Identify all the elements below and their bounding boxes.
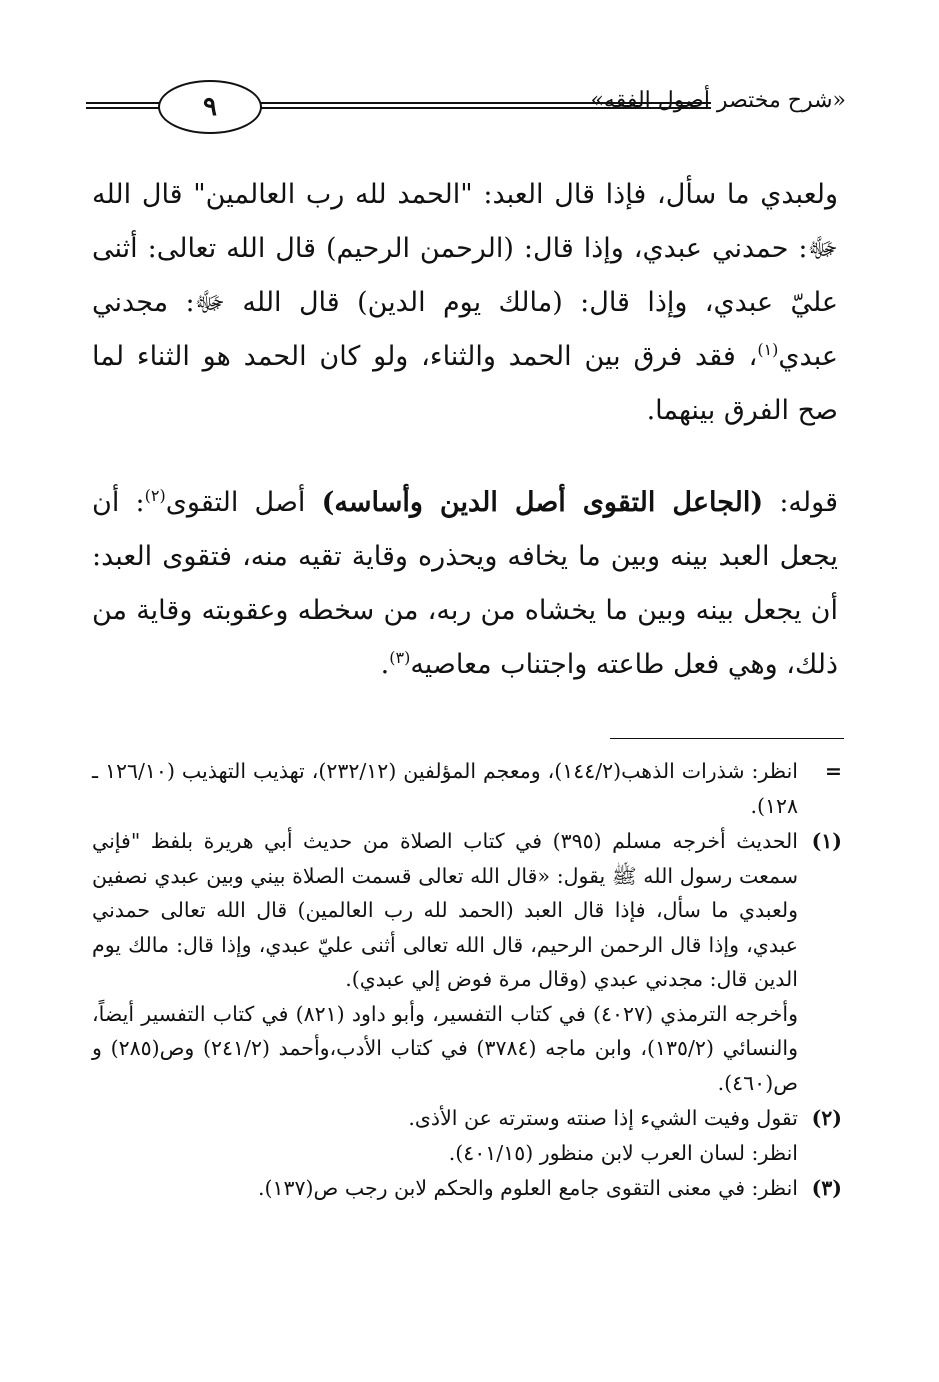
running-title: «شرح مختصر أصول الفقه»	[590, 88, 846, 113]
footnote-2-text-2: انظر: لسان العرب لابن منظور (٤٠١/١٥).	[448, 1140, 798, 1165]
quoted-heading: (الجاعل التقوى أصل الدين وأساسه)	[321, 487, 764, 518]
paragraph-2-a: أصل التقوى	[165, 487, 322, 518]
footnote-1-label: (١)	[811, 829, 842, 853]
paragraph-2-b: : أن يجعل العبد بينه وبين ما يخافه ويحذره وقاية تقيه منه، فتقوى العبد: أن يجعل بينه وبين ما يخشاه من ربه، من سخطه وعقوبته وقاية من ذلك، وهي فعل طاعته واجتناب معاصيه	[92, 487, 838, 680]
footnote-continuation-text: انظر: شذرات الذهب(١٤٤/٢)، ومعجم المؤلفين (٢٣٢/١٢)، تهذيب التهذيب (١٢٦/١٠ ـ ١٢٨).	[92, 759, 798, 818]
paragraph-2-intro: قوله:	[763, 487, 838, 518]
paragraph-2	[92, 476, 838, 692]
paragraph-1-tail: ، فقد فرق بين الحمد والثناء، ولو كان الحمد هو الثناء لما صح الفرق بينهما.	[92, 341, 838, 426]
footnote-1-text-2: وأخرجه الترمذي (٤٠٢٧) في كتاب التفسير، وأبو داود (٨٢١) في كتاب التفسير أيضاً، والنسائي (١٣٥/٢)، وابن ماجه (٣٧٨٤) في كتاب الأدب،وأحمد (٢٤١/٢) وص(٢٨٥) و ص(٤٦٠).	[92, 1001, 798, 1095]
note-ref-1: (١)	[757, 340, 779, 359]
footnotes	[92, 754, 842, 1207]
paragraph-1	[92, 168, 838, 438]
footnote-2-label: (٢)	[811, 1106, 842, 1130]
paragraph-1-text: ولعبدي ما سأل، فإذا قال العبد: "الحمد لله رب العالمين" قال الله ﷻ: حمدني عبدي، وإذا قال: (الرحمن الرحيم) قال الله تعالى: أثنى عليّ عبدي، وإذا قال: (مالك يوم الدين) قال الله ﷻ: مجدني عبدي	[92, 179, 838, 372]
note-ref-2: (٢)	[144, 486, 166, 505]
footnote-1-text: الحديث أخرجه مسلم (٣٩٥) في كتاب الصلاة من حديث أبي هريرة بلفظ "فإني سمعت رسول الله ﷺ يقول: «قال الله تعالى قسمت الصلاة بيني وبين عبدي نصفين ولعبدي ما سأل، فإذا قال العبد (الحمد لله رب العالمين) قال الله تعالى حمدني عبدي، وإذا قال الرحمن الرحيم، قال الله تعالى أثنى عليّ عبدي، وإذا قال: مالك يوم الدين قال: مجدني عبدي (وقال مرة فوض إلي عبدي).	[92, 829, 798, 991]
header-rule-left	[86, 102, 166, 109]
footnote-2	[92, 1101, 842, 1170]
note-ref-3: (٣)	[389, 648, 411, 667]
footnote-2-text: تقول وفيت الشيء إذا صنته وسترته عن الأذى.	[408, 1106, 798, 1130]
page-header	[86, 80, 846, 136]
footnote-separator	[610, 738, 844, 739]
paragraph-2-end: .	[380, 649, 390, 680]
footnote-3-text: انظر: في معنى التقوى جامع العلوم والحكم لابن رجب ص(١٣٧).	[257, 1176, 798, 1200]
page-number: ٩	[158, 80, 262, 134]
footnote-continuation-label: =	[824, 759, 842, 783]
footnote-3-label: (٣)	[811, 1176, 842, 1200]
main-text	[92, 168, 838, 692]
footnote-continuation	[92, 754, 842, 823]
footnote-1	[92, 824, 842, 1100]
footnote-3	[92, 1171, 842, 1206]
